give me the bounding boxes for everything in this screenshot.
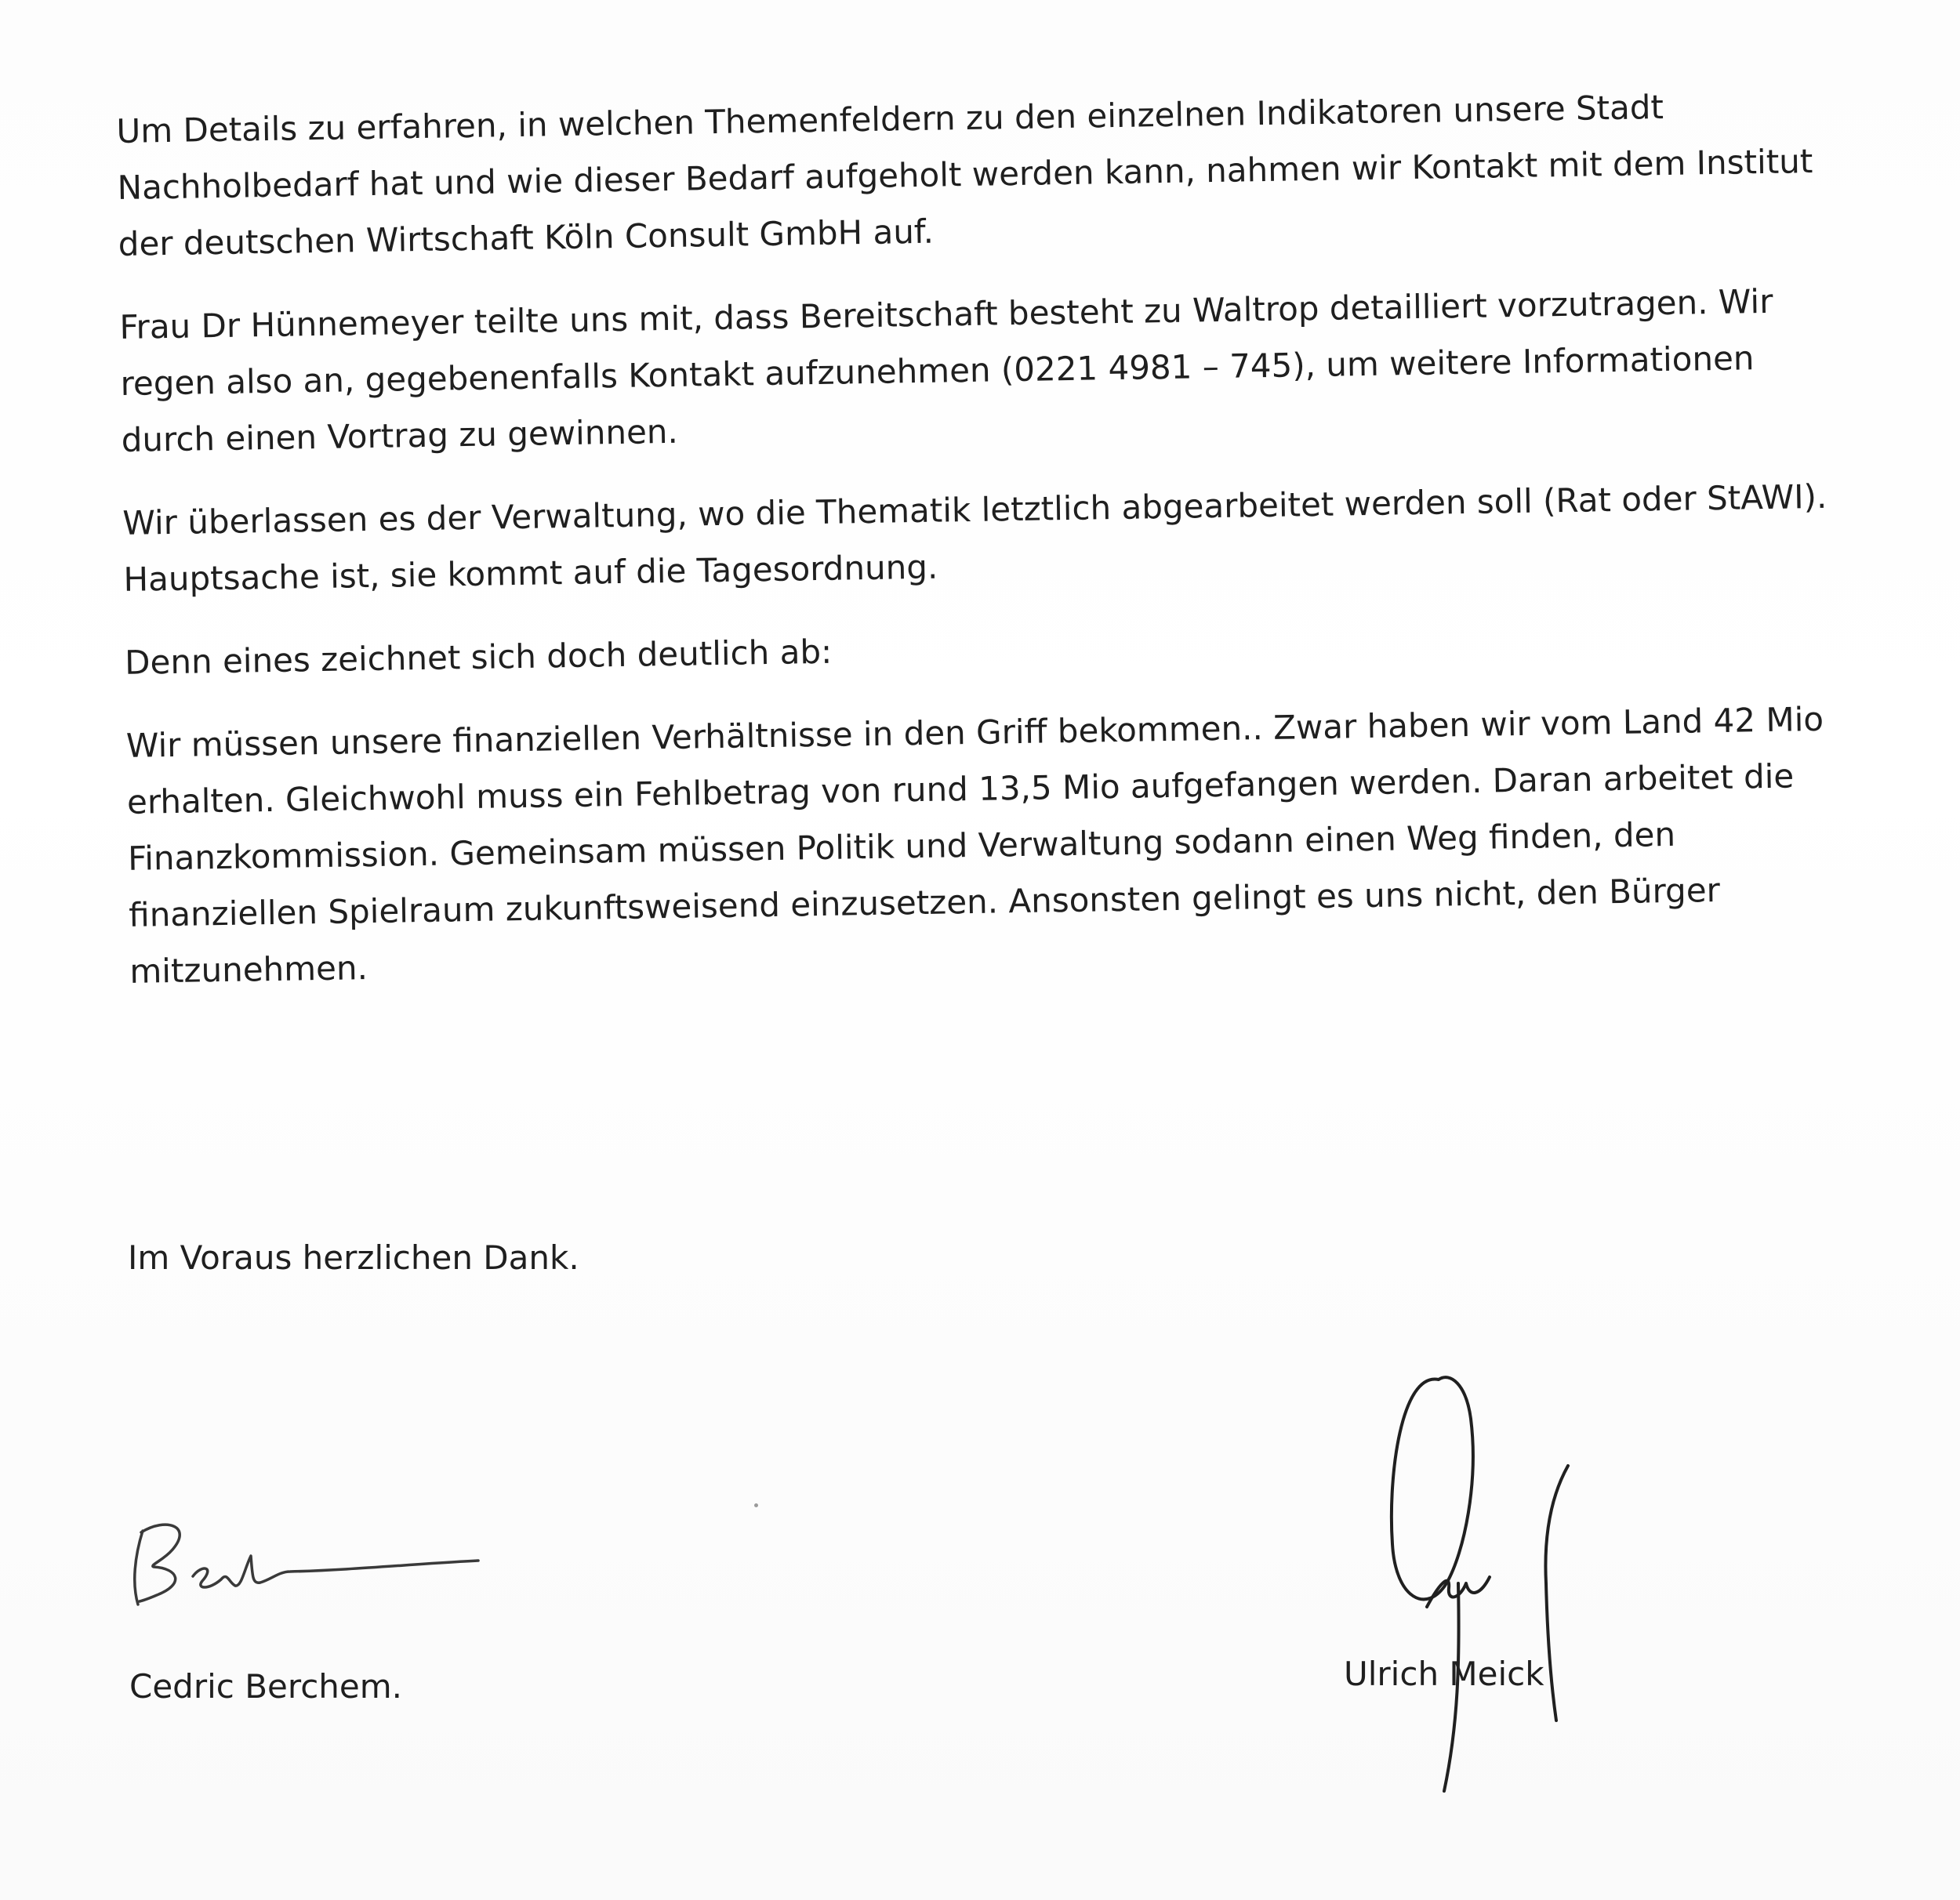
letter-body: [116, 76, 1863, 1027]
signature-meick: [1341, 1348, 1607, 1803]
signatory-left-name: Cedric Berchem.: [129, 1667, 403, 1706]
paper-speck: [754, 1503, 758, 1507]
paragraph-administration-decision: Wir überlassen es der Verwaltung, wo die Thematik letztlich abgearbeitet werden soll (Rat oder StAWI). Hauptsache ist, sie kommt auf die Tagesordnung.: [122, 477, 1828, 599]
paragraph-transition: Denn eines zeichnet sich doch deutlich ab:: [124, 632, 833, 682]
paragraph-institute-contact: Um Details zu erfahren, in welchen Themenfeldern zu den einzelnen Indikatoren unsere Stadt Nachholbedarf hat und wie dieser Bedarf aufgeholt werden kann, nahmen wir Kontakt mit dem Institut der deutschen Wirtschaft Köln Consult GmbH auf.: [116, 87, 1813, 263]
signatory-right-name: Ulrich Meick: [1344, 1655, 1544, 1693]
paragraph-finances: Wir müssen unsere finanziellen Verhältnisse in den Griff bekommen.. Zwar haben wir vom Land 42 Mio erhalten. Gleichwohl muss ein Fehlbetrag von rund 13,5 Mio aufgefangen werden. Daran arbeitet die Finanzkommission. Gemeinsam müssen Politik und Verwaltung sodann einen Weg finden, den finanziellen Spielraum zukunftsweisend einzusetzen. Ansonsten gelingt es uns nicht, den Bürger mitzunehmen.: [125, 699, 1824, 991]
signature-berchem: [118, 1509, 494, 1619]
closing-line: Im Voraus herzlichen Dank.: [128, 1238, 579, 1277]
paragraph-presentation-offer: Frau Dr Hünnemeyer teilte uns mit, dass Bereitschaft besteht zu Waltrop detailliert vorzutragen. Wir regen also an, gegebenenfalls Kontakt aufzunehmen (0221 4981 – 745), um weitere Informationen durch einen Vortrag zu gewinnen.: [119, 281, 1773, 459]
